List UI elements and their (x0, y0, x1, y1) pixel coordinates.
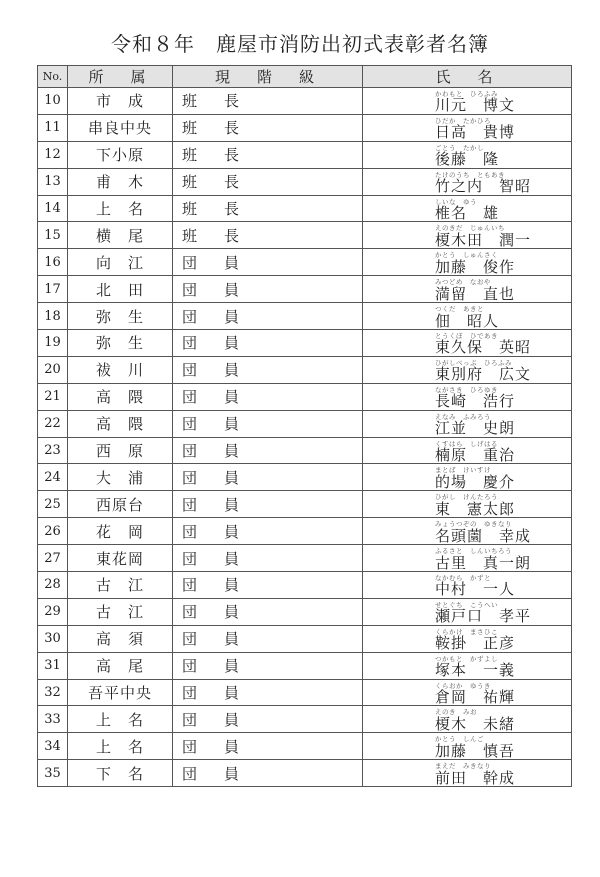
row-number: 27 (38, 545, 68, 572)
row-name-cell (363, 464, 572, 491)
row-name-cell (363, 383, 572, 410)
row-affiliation: 高 隈 (68, 410, 173, 437)
rank-char-1: 班 (182, 200, 198, 218)
row-rank (173, 222, 363, 249)
name-furigana: ひがしべっぷ ひろふみ (435, 358, 512, 367)
row-number: 23 (38, 437, 68, 464)
row-name-cell (363, 195, 572, 222)
row-name-cell (363, 141, 572, 168)
row-name-cell (363, 356, 572, 383)
row-name: 東久保 英昭 (435, 338, 532, 357)
row-name-cell (363, 545, 572, 572)
rank-char-2: 長 (224, 200, 240, 218)
row-name: 満留 直也 (435, 284, 516, 303)
row-affiliation: 上 名 (68, 195, 173, 222)
row-number: 22 (38, 410, 68, 437)
row-affiliation: 横 尾 (68, 222, 173, 249)
row-name-cell (363, 652, 572, 679)
row-rank (173, 572, 363, 599)
rank-char-1: 団 (182, 280, 198, 299)
rank-char-1: 団 (182, 684, 198, 703)
rank-char-2: 長 (224, 146, 240, 165)
row-affiliation: 大 浦 (68, 464, 173, 491)
rank-char-2: 員 (224, 334, 240, 353)
row-rank (173, 195, 363, 222)
row-rank (173, 303, 363, 330)
rank-char-2: 長 (224, 92, 240, 111)
row-name: 東別府 広文 (435, 365, 532, 384)
row-affiliation: 西原台 (68, 491, 173, 518)
name-furigana: とうくぼ ひであき (435, 332, 498, 341)
row-rank (173, 356, 363, 383)
row-number: 29 (38, 598, 68, 625)
row-rank (173, 652, 363, 679)
row-name-cell (363, 222, 572, 249)
table-row (38, 760, 572, 787)
table-row (38, 652, 572, 679)
row-name: 椎名 雄 (435, 204, 500, 222)
row-affiliation: 市 成 (68, 88, 173, 115)
table-row (38, 195, 572, 222)
rank-char-2: 員 (224, 657, 240, 676)
rank-char-2: 員 (224, 361, 240, 380)
row-rank (173, 276, 363, 303)
name-furigana: ながさき ひろゆき (435, 385, 498, 394)
table-row (38, 733, 572, 760)
rank-char-1: 班 (182, 146, 198, 165)
row-number: 34 (38, 733, 68, 760)
row-name-cell (363, 303, 572, 330)
rank-char-1: 団 (182, 253, 198, 272)
header-name: 氏 名 (363, 66, 572, 88)
row-affiliation: 向 江 (68, 249, 173, 276)
name-furigana: ふるさと しんいちろう (435, 547, 512, 556)
name-furigana: くらかけ まさひこ (435, 627, 498, 636)
name-furigana: くらおか ゆうき (435, 681, 491, 690)
name-furigana: かとう しゅんさく (435, 251, 498, 260)
row-number: 11 (38, 114, 68, 141)
row-number: 16 (38, 249, 68, 276)
rank-char-2: 員 (224, 603, 240, 622)
table-row (38, 383, 572, 410)
name-furigana: ごとう たかし (435, 143, 484, 152)
row-name: 佃 昭人 (435, 311, 500, 330)
row-rank (173, 598, 363, 625)
row-name: 前田 幹成 (435, 768, 516, 787)
row-name-cell (363, 572, 572, 599)
row-name-cell (363, 733, 572, 760)
row-number: 25 (38, 491, 68, 518)
name-furigana: たけのうち ともあき (435, 170, 505, 179)
row-number: 33 (38, 706, 68, 733)
rank-char-1: 団 (182, 388, 198, 407)
row-rank (173, 330, 363, 357)
row-number: 18 (38, 303, 68, 330)
row-name: 川元 博文 (435, 96, 516, 115)
row-affiliation: 上 名 (68, 733, 173, 760)
table-row (38, 249, 572, 276)
row-rank (173, 733, 363, 760)
row-name-cell (363, 249, 572, 276)
row-rank (173, 437, 363, 464)
row-number: 31 (38, 652, 68, 679)
row-rank (173, 114, 363, 141)
row-number: 10 (38, 88, 68, 115)
rank-char-2: 員 (224, 442, 240, 461)
name-furigana: みょうつぞの ゆきなり (435, 520, 512, 529)
header-affiliation: 所 属 (68, 66, 173, 88)
row-number: 14 (38, 195, 68, 222)
row-rank (173, 518, 363, 545)
row-number: 12 (38, 141, 68, 168)
table-row (38, 330, 572, 357)
table-row (38, 545, 572, 572)
row-name-cell (363, 518, 572, 545)
rank-char-1: 団 (182, 603, 198, 622)
table-row (38, 222, 572, 249)
row-affiliation: 甫 木 (68, 168, 173, 195)
row-affiliation: 古 江 (68, 572, 173, 599)
row-name: 榎木 未緒 (435, 714, 516, 733)
rank-char-1: 班 (182, 173, 198, 192)
rank-char-2: 員 (224, 253, 240, 272)
row-name: 江並 史朗 (435, 419, 516, 438)
row-name: 中村 一人 (435, 580, 516, 599)
rank-char-1: 団 (182, 522, 198, 541)
name-furigana: せとぐち こうへい (435, 600, 498, 609)
row-name-cell (363, 706, 572, 733)
row-number: 17 (38, 276, 68, 303)
table-row (38, 625, 572, 652)
table-row (38, 410, 572, 437)
rank-char-1: 団 (182, 657, 198, 676)
row-affiliation: 東花岡 (68, 545, 173, 572)
row-affiliation: 串良中央 (68, 114, 173, 141)
rank-char-2: 員 (224, 576, 240, 595)
rank-char-1: 団 (182, 361, 198, 380)
rank-char-2: 員 (224, 710, 240, 729)
row-affiliation: 祓 川 (68, 356, 173, 383)
row-name-cell (363, 491, 572, 518)
rank-char-1: 団 (182, 307, 198, 326)
table-row (38, 114, 572, 141)
rank-char-2: 員 (224, 549, 240, 568)
header-no: No. (38, 66, 68, 88)
row-rank (173, 679, 363, 706)
name-furigana: なかむら かずと (435, 574, 491, 583)
row-affiliation: 弥 生 (68, 330, 173, 357)
row-name: 倉岡 祐輝 (435, 688, 516, 707)
row-number: 13 (38, 168, 68, 195)
row-name: 的場 慶介 (435, 472, 516, 491)
row-number: 35 (38, 760, 68, 787)
row-name-cell (363, 330, 572, 357)
name-furigana: えなみ ふみろう (435, 412, 491, 421)
rank-char-2: 長 (224, 226, 240, 245)
row-name-cell (363, 598, 572, 625)
row-name: 長崎 浩行 (435, 392, 516, 411)
rank-char-2: 長 (224, 119, 240, 138)
rank-char-1: 団 (182, 710, 198, 729)
name-furigana: かとう しんご (435, 735, 484, 744)
rank-char-2: 員 (224, 684, 240, 703)
row-name: 瀬戸口 孝平 (435, 607, 532, 626)
table-row (38, 464, 572, 491)
row-number: 24 (38, 464, 68, 491)
row-name-cell (363, 114, 572, 141)
table-row (38, 303, 572, 330)
table-row (38, 141, 572, 168)
rank-char-2: 員 (224, 764, 240, 783)
row-number: 20 (38, 356, 68, 383)
row-number: 32 (38, 679, 68, 706)
row-affiliation: 北 田 (68, 276, 173, 303)
name-furigana: えのき みお (435, 708, 477, 717)
row-name-cell (363, 625, 572, 652)
rank-char-1: 団 (182, 495, 198, 514)
rank-char-2: 員 (224, 468, 240, 487)
row-affiliation: 弥 生 (68, 303, 173, 330)
name-furigana: つくだ あきと (435, 305, 484, 314)
table-row (38, 168, 572, 195)
row-rank (173, 383, 363, 410)
award-roster-table (37, 65, 572, 787)
rank-char-1: 団 (182, 442, 198, 461)
name-furigana: つかもと かずよし (435, 654, 498, 663)
row-name-cell (363, 88, 572, 115)
row-affiliation: 西 原 (68, 437, 173, 464)
rank-char-2: 員 (224, 630, 240, 649)
row-name: 竹之内 智昭 (435, 177, 532, 196)
name-furigana: かわもと ひろふみ (435, 90, 498, 98)
row-number: 30 (38, 625, 68, 652)
row-name-cell (363, 437, 572, 464)
row-rank (173, 545, 363, 572)
table-row (38, 518, 572, 545)
row-name-cell (363, 679, 572, 706)
row-name: 日高 貴博 (435, 123, 516, 142)
rank-char-2: 員 (224, 280, 240, 299)
row-rank (173, 141, 363, 168)
row-rank (173, 706, 363, 733)
row-name: 鞍掛 正彦 (435, 634, 516, 653)
table-row (38, 437, 572, 464)
rank-char-1: 団 (182, 415, 198, 434)
row-name: 後藤 隆 (435, 150, 500, 169)
row-rank (173, 410, 363, 437)
table-row (38, 276, 572, 303)
rank-char-2: 員 (224, 737, 240, 756)
row-rank (173, 88, 363, 115)
row-name: 東 憲太郎 (435, 499, 516, 518)
name-furigana: くすはら しげはる (435, 439, 498, 448)
table-row (38, 88, 572, 115)
table-row (38, 598, 572, 625)
table-row (38, 572, 572, 599)
name-furigana: みつどめ なおや (435, 278, 491, 287)
row-affiliation: 花 岡 (68, 518, 173, 545)
row-name: 加藤 俊作 (435, 257, 516, 276)
name-furigana: ひがし けんたろう (435, 493, 498, 502)
row-rank (173, 168, 363, 195)
row-rank (173, 464, 363, 491)
row-number: 21 (38, 383, 68, 410)
name-furigana: ひだか たかひろ (435, 116, 491, 125)
row-name-cell (363, 168, 572, 195)
row-number: 26 (38, 518, 68, 545)
rank-char-1: 団 (182, 334, 198, 353)
row-number: 19 (38, 330, 68, 357)
name-furigana: まえだ みきなり (435, 762, 491, 771)
row-affiliation: 吾平中央 (68, 679, 173, 706)
rank-char-1: 団 (182, 737, 198, 756)
row-name: 楠原 重治 (435, 446, 516, 465)
table-row (38, 356, 572, 383)
rank-char-2: 員 (224, 495, 240, 514)
row-name-cell (363, 276, 572, 303)
name-furigana: えのきだ じゅんいち (435, 224, 505, 233)
name-furigana: しいな ゆう (435, 197, 477, 206)
rank-char-1: 班 (182, 226, 198, 245)
row-number: 15 (38, 222, 68, 249)
row-name: 名頭薗 幸成 (435, 526, 532, 545)
rank-char-1: 団 (182, 468, 198, 487)
row-name: 榎木田 潤一 (435, 230, 532, 249)
row-affiliation: 上 名 (68, 706, 173, 733)
rank-char-1: 団 (182, 764, 198, 783)
rank-char-1: 団 (182, 549, 198, 568)
rank-char-2: 員 (224, 388, 240, 407)
row-name-cell (363, 410, 572, 437)
rank-char-1: 班 (182, 119, 198, 138)
row-rank (173, 249, 363, 276)
row-affiliation: 高 尾 (68, 652, 173, 679)
rank-char-2: 員 (224, 307, 240, 326)
row-affiliation: 下 名 (68, 760, 173, 787)
rank-char-1: 団 (182, 576, 198, 595)
rank-char-1: 班 (182, 92, 198, 111)
row-affiliation: 古 江 (68, 598, 173, 625)
row-affiliation: 下小原 (68, 141, 173, 168)
rank-char-1: 団 (182, 630, 198, 649)
rank-char-2: 員 (224, 415, 240, 434)
row-rank (173, 625, 363, 652)
table-row (38, 679, 572, 706)
row-name: 加藤 慎吾 (435, 741, 516, 760)
rank-char-2: 長 (224, 173, 240, 192)
row-rank (173, 491, 363, 518)
row-number: 28 (38, 572, 68, 599)
row-affiliation: 高 須 (68, 625, 173, 652)
page-title: 令和８年 鹿屋市消防出初式表彰者名簿 (111, 32, 489, 56)
header-rank: 現 階 級 (173, 66, 363, 88)
name-furigana: まとば けいすけ (435, 466, 491, 475)
row-name: 古里 真一朗 (435, 553, 532, 572)
rank-char-2: 員 (224, 522, 240, 541)
table-header-row (38, 66, 572, 88)
row-rank (173, 760, 363, 787)
table-row (38, 706, 572, 733)
row-affiliation: 高 隈 (68, 383, 173, 410)
row-name: 塚本 一義 (435, 661, 516, 680)
table-row (38, 491, 572, 518)
row-name-cell (363, 760, 572, 787)
